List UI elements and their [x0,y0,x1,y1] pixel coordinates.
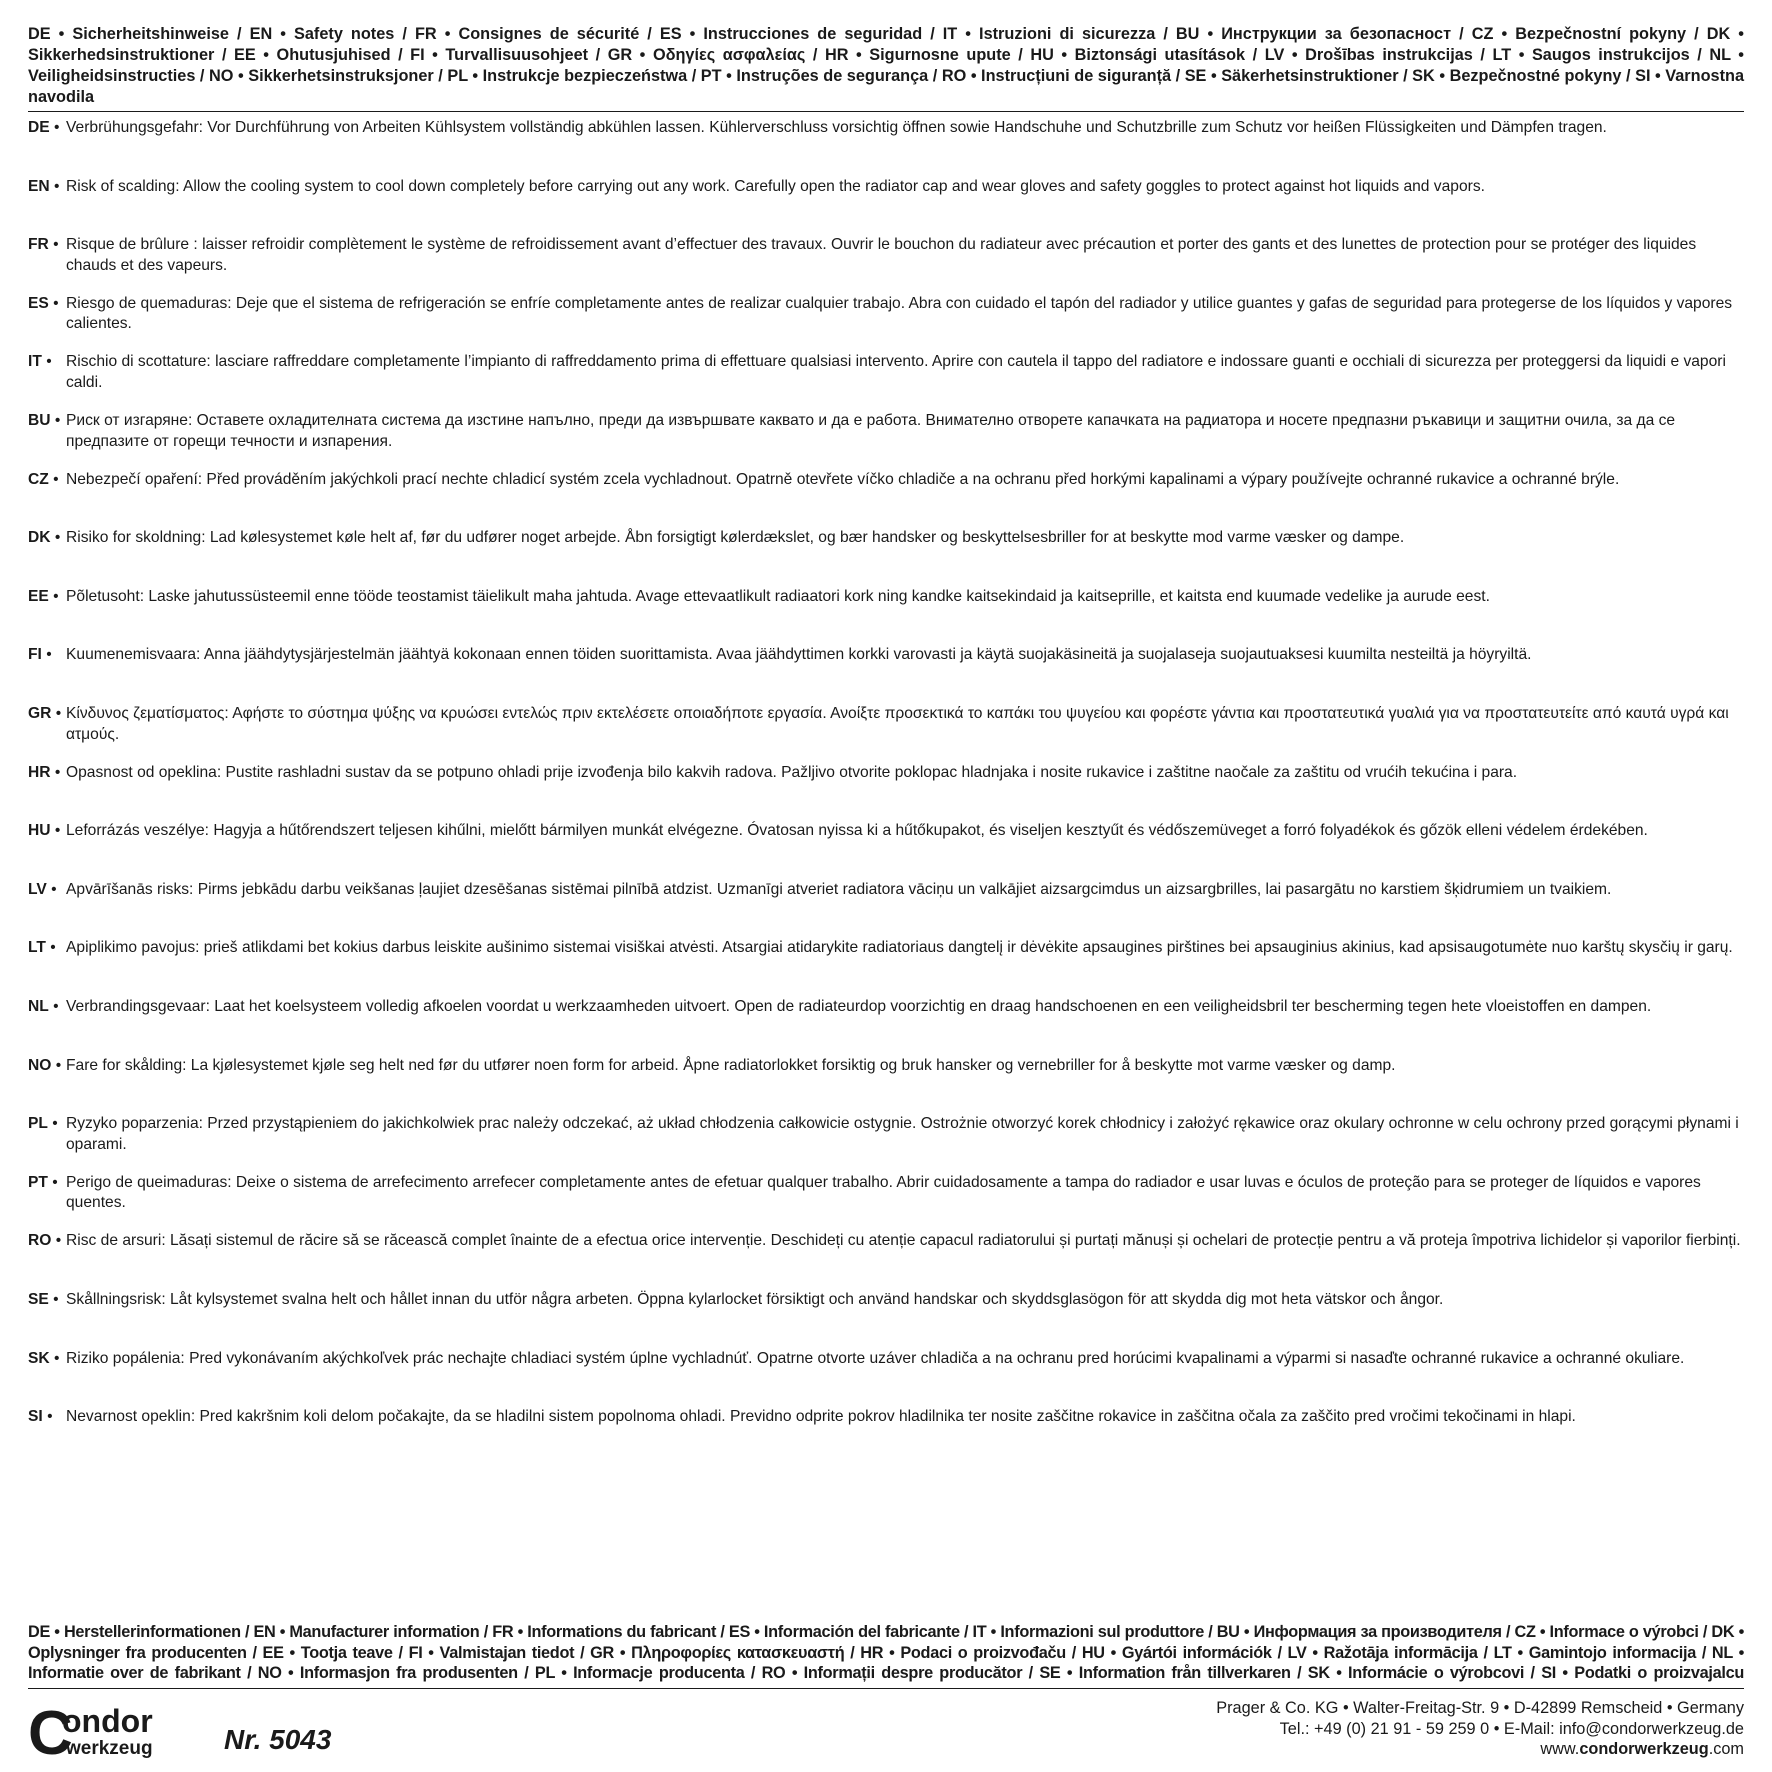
safety-sheet [28,24,1744,1426]
language-code-label: FR [28,236,49,254]
language-code: SK • [28,1349,60,1367]
language-code-label: NL [28,998,49,1015]
safety-entry-no [28,1056,1744,1077]
language-code: NL • [28,998,59,1015]
safety-entry-ro [28,1231,1744,1252]
safety-entry-text: Põletusoht: Laske jahutussüsteemil enne tööde teostamist täielikult maha jahtuda. Avage ettevaatlikult radiaatori kork ning kandke kaitsekindaid ja kaitseprille, et kaitsta end kuumade vedelike ja aurude eest. [66,587,1490,605]
language-code-label: PL [28,1115,48,1133]
manufacturer-info-header: DE • Herstellerinformationen / EN • Manufacturer information / FR • Informations du fabricant / ES • Información del fabricante / IT • Informazioni sul produttore / BU • Информация за производителя / CZ • Informace o výrobci / DK • Oplysninger fra producenten / EE • Tootja teave / FI • Valmistajan tiedot / GR • Πληροφορίες κατασκευαστή / HR • Podaci o proizvođaču / HU • Gyártói információk / LV • Ražotāja informācija / LT • Gamintojo informacija / NL • Informatie over de fabrikant / NO • Informasjon fra produsenten / PL • Informacje producenta / RO • Informații despre producător / SE • Information från tillverkaren / SK • Informácie o výrobcovi / SI • Podatki o proizvajalcu [28,1623,1744,1682]
safety-entry-lv [28,880,1744,901]
language-code: IT • [28,353,52,371]
safety-entry-hr [28,763,1744,784]
safety-entry-text: Verbrühungsgefahr: Vor Durchführung von Arbeiten Kühlsystem vollständig abkühlen lassen. Kühlerverschluss vorsichtig öffnen sowie Handschuhe und Schutzbrille zum Schutz vor heißen Flüssigkeiten und Dämpfen tragen. [66,119,1607,136]
manufacturer-contact [1216,1698,1744,1760]
safety-entry-en [28,177,1744,198]
language-code: HR • [28,763,61,781]
website-prefix: www. [1540,1740,1580,1758]
language-code-label: NO [28,1056,52,1074]
condor-logo [28,1698,198,1760]
safety-entry-text: Rischio di scottature: lasciare raffreddare completamente l’impianto di raffreddamento prima di effettuare qualsiasi intervento. Aprire con cautela il tappo del radiatore e indossare guanti e occhiali di sicurezza per proteggersi da liquidi e vapori caldi. [66,353,1726,391]
safety-entry-text: Nebezpečí opaření: Před prováděním jakýchkoli prací nechte chladicí systém zcela vychladnout. Opatrně otevřete víčko chladiče a na ochranu před horkými kapalinami a výpary používejte ochranné rukavice a ochranné brýle. [66,470,1620,488]
language-code: HU • [28,822,61,840]
language-code-label: DE [28,119,50,136]
safety-entry-pt [28,1173,1744,1214]
safety-entry-nl [28,997,1744,1018]
safety-entry-text: Risiko for skoldning: Lad kølesystemet køle helt af, før du udfører noget arbejde. Åbn forsigtigt kølerdækslet, og bær handsker og beskyttelsesbriller for at beskytte mod varme væsker og dampe. [66,529,1405,547]
website-suffix: .com [1708,1740,1744,1758]
language-code: EN • [28,177,60,195]
language-code-label: IT [28,353,42,371]
language-code-label: LT [28,939,46,957]
safety-entry-text: Apiplikimo pavojus: prieš atlikdami bet kokius darbus leiskite aušinimo sistemai visiškai atvėsti. Atsargiai atidarykite radiatoriaus dangtelį ir dėvėkite apsaugines pirštines bei apsauginius akinius, kad apsisaugotumėte nuo karštų skysčių ir garų. [66,939,1733,957]
safety-entry-text: Risque de brûlure : laisser refroidir complètement le système de refroidissement avant d’effectuer des travaux. Ouvrir le bouchon du radiateur avec précaution et porter des gants et des lunettes de protection pour se protéger des liquides chauds et des vapeurs. [66,236,1697,274]
safety-entry-se [28,1290,1744,1311]
language-code: DE • [28,119,60,136]
logo-initial: C [28,1699,73,1760]
language-code: PT • [28,1173,58,1191]
language-code: GR • [28,705,62,722]
language-code: EE • [28,587,59,605]
model-number: Nr. 5043 [224,1724,332,1755]
safety-entry-text: Kuumenemisvaara: Anna jäähdytysjärjestelmän jäähtyä kokonaan ennen töiden suorittamista. Avaa jäähdyttimen korkki varovasti ja käytä suojakäsineitä ja suojalaseja suojautuaksesi kuumilta nesteiltä ja höyryiltä. [66,646,1532,664]
safety-entry-bu [28,411,1744,452]
safety-entry-text: Skållningsrisk: Låt kylsystemet svalna helt och hållet innan du utför några arbeten. Öppna kylarlocket försiktigt och använd handskar och skyddsglasögon för att skydda dig mot heta vätskor och ångor. [66,1291,1444,1308]
safety-entry-cz [28,470,1744,491]
safety-entry-text: Риск от изгаряне: Оставете охладителната система да изстине напълно, преди да извършвате каквато и да е работа. Внимателно отворете капачката на радиатора и носете предпазни ръкавици и защитни очила, за да се предпазите от горещи течности и изпарения. [66,412,1676,450]
safety-entry-de [28,118,1744,139]
phone-email-line: Tel.: +49 (0) 21 91 - 59 259 0 • E-Mail: info@condorwerkzeug.de [1279,1719,1744,1738]
language-code-label: ES [28,294,49,312]
safety-entry-fi [28,645,1744,666]
safety-entry-text: Fare for skålding: La kjølesystemet kjøle seg helt ned før du utfører noen form for arbeid. Åpne radiatorlokket forsiktig og bruk hansker og vernebriller for å beskytte mot varme væsker og damp. [66,1056,1396,1074]
safety-entry-fr [28,235,1744,276]
safety-entry-text: Ryzyko poparzenia: Przed przystąpieniem do jakichkolwiek prac należy odczekać, aż układ chłodzenia całkowicie ostygnie. Ostrożnie otworzyć korek chłodnicy i założyć rękawice oraz okulary ochronne w celu ochrony przed gorącymi płynami i oparami. [66,1115,1739,1153]
header-divider [28,111,1744,112]
language-code: RO • [28,1232,62,1250]
language-code-label: RO [28,1232,52,1250]
safety-entry-gr [28,704,1744,745]
language-code: CZ • [28,470,59,488]
safety-entry-text: Riesgo de quemaduras: Deje que el sistema de refrigeración se enfríe completamente antes de realizar cualquier trabajo. Abra con cuidado el tapón del radiador y utilice guantes y gafas de seguridad para protegerse de los líquidos y vapores calientes. [66,294,1733,333]
language-code-label: EE [28,587,49,605]
safety-entry-dk [28,528,1744,549]
language-code-label: PT [28,1173,48,1191]
safety-notes-header: DE • Sicherheitshinweise / EN • Safety notes / FR • Consignes de sécurité / ES • Instrucciones de seguridad / IT • Istruzioni di sicurezza / BU • Инструкции за безопасност / CZ • Bezpečnostní pokyny / DK • Sikkerhedsinstruktioner / EE • Ohutusjuhised / FI • Turvallisuusohjeet / GR • Οδηγίες ασφαλείας / HR • Sigurnosne upute / HU • Biztonsági utasítások / LV • Drošības instrukcijas / LT • Saugos instrukcijos / NL • Veiligheidsinstructies / NO • Sikkerhetsinstruksjoner / PL • Instrukcje bezpieczeństwa / PT • Instruções de segurança / RO • Instrucțiuni de siguranță / SE • Säkerhetsinstruktioner / SK • Bezpečnostné pokyny / SI • Varnostna navodila [28,25,1744,106]
language-code-label: DK [28,529,51,547]
language-code-label: HU [28,822,51,840]
language-code-label: EN [28,177,50,195]
language-code: BU • [28,412,61,429]
language-code-label: HR [28,763,51,781]
safety-entry-text: Nevarnost opeklin: Pred kakršnim koli delom počakajte, da se hladilni sistem popolnoma ohladi. Previdno odprite pokrov hladilnika ter nosite zaščitne rokavice in zaščitna očala za zaščito pred vročimi tekočinami in hlapi. [66,1408,1576,1426]
language-code: SE • [28,1291,59,1308]
safety-entry-text: Verbrandingsgevaar: Laat het koelsysteem volledig afkoelen voordat u werkzaamheden uitvoert. Open de radiateurdop voorzichtig en draag handschoenen en een veiligheidsbril ter bescherming tegen hete vloeistoffen en dampen. [66,998,1652,1015]
footer-bar [28,1698,1744,1760]
language-code-label: GR [28,705,52,722]
safety-entry-lt [28,938,1744,959]
website-name: condorwerkzeug [1579,1740,1709,1758]
language-code-label: BU [28,412,51,429]
footer-divider [28,1688,1744,1689]
safety-entry-text: Risc de arsuri: Lăsați sistemul de răcire să se răcească complet înainte de a efectua orice intervenție. Deschideți cu atenție capacul radiatorului și purtați mănuși și ochelari de protecție pentru a vă proteja împotriva lichidelor și vaporilor fierbinți. [66,1232,1741,1250]
safety-entry-text: Apvārīšanās risks: Pirms jebkādu darbu veikšanas ļaujiet dzesēšanas sistēmai pilnībā atdzist. Uzmanīgi atveriet radiatora vāciņu un valkājiet aizsargcimdus un aizsargbrilles, lai pasargātu no karstiem šķidrumiem un tvaikiem. [66,880,1612,898]
address-line: Prager & Co. KG • Walter-Freitag-Str. 9 • D-42899 Remscheid • Germany [1216,1699,1744,1717]
language-code: LT • [28,939,56,957]
safety-entry-text: Riziko popálenia: Pred vykonávaním akýchkoľvek prác nechajte chladiaci systém úplne vychladnúť. Opatrne otvorte uzáver chladiča a na ochranu pred horúcimi kvapalinami a výparmi si nasaďte ochranné rukavice a ochranné okuliare. [66,1349,1685,1367]
language-code-label: SK [28,1349,50,1367]
safety-entry-hu [28,821,1744,842]
logo-subtitle: werkzeug [66,1738,153,1759]
safety-entry-text: Κίνδυνος ζεματίσματος: Αφήστε το σύστημα ψύξης να κρυώσει εντελώς πριν εκτελέσετε οποιαδήποτε εργασία. Ανοίξτε προσεκτικά το καπάκι του ψυγείου και φορέστε γάντια και προστατευτικά γυαλιά για να προστατευτείτε από καυτά υγρά και ατμούς. [66,705,1729,743]
language-code-label: SE [28,1291,49,1308]
language-code: SI • [28,1408,53,1426]
safety-entry-text: Opasnost od opeklina: Pustite rashladni sustav da se potpuno ohladi prije izvođenja bilo kakvih radova. Pažljivo otvorite poklopac hladnjaka i nosite rukavice i zaštitne naočale za zaštitu od vrućih tekućina i para. [66,763,1518,781]
language-code: DK • [28,529,61,547]
safety-entry-ee [28,587,1744,608]
language-code: PL • [28,1115,58,1133]
safety-entry-it [28,352,1744,393]
language-code-label: CZ [28,470,49,488]
language-code: FR • [28,236,59,254]
language-code-label: SI [28,1408,43,1426]
safety-entry-text: Perigo de queimaduras: Deixe o sistema de arrefecimento arrefecer completamente antes de efetuar qualquer trabalho. Abrir cuidadosamente a tampa do radiador e usar luvas e óculos de proteção para se proteger de líquidos e vapores quentes. [66,1173,1701,1212]
safety-entry-text: Leforrázás veszélye: Hagyja a hűtőrendszert teljesen kihűlni, mielőtt bármilyen munkát elvégezne. Óvatosan nyissa ki a hűtőkupakot, és viseljen kesztyűt és védőszemüveget a forró folyadékok és gőzök elleni védelem érdekében. [66,822,1648,840]
website-link[interactable] [1216,1739,1744,1760]
safety-entry-pl [28,1114,1744,1155]
manufacturer-section [28,1622,1744,1689]
language-code: ES • [28,294,59,312]
language-code: NO • [28,1056,62,1074]
language-code: FI • [28,646,52,664]
safety-entry-si [28,1407,1744,1428]
safety-entry-sk [28,1349,1744,1370]
language-code: LV • [28,880,57,898]
safety-entry-text: Risk of scalding: Allow the cooling system to cool down completely before carrying out any work. Carefully open the radiator cap and wear gloves and safety goggles to protect against hot liquids and vapors. [66,177,1485,195]
language-code-label: FI [28,646,42,664]
language-code-label: LV [28,880,47,898]
logo-wordmark: ondor [62,1703,153,1739]
safety-entry-es [28,294,1744,335]
